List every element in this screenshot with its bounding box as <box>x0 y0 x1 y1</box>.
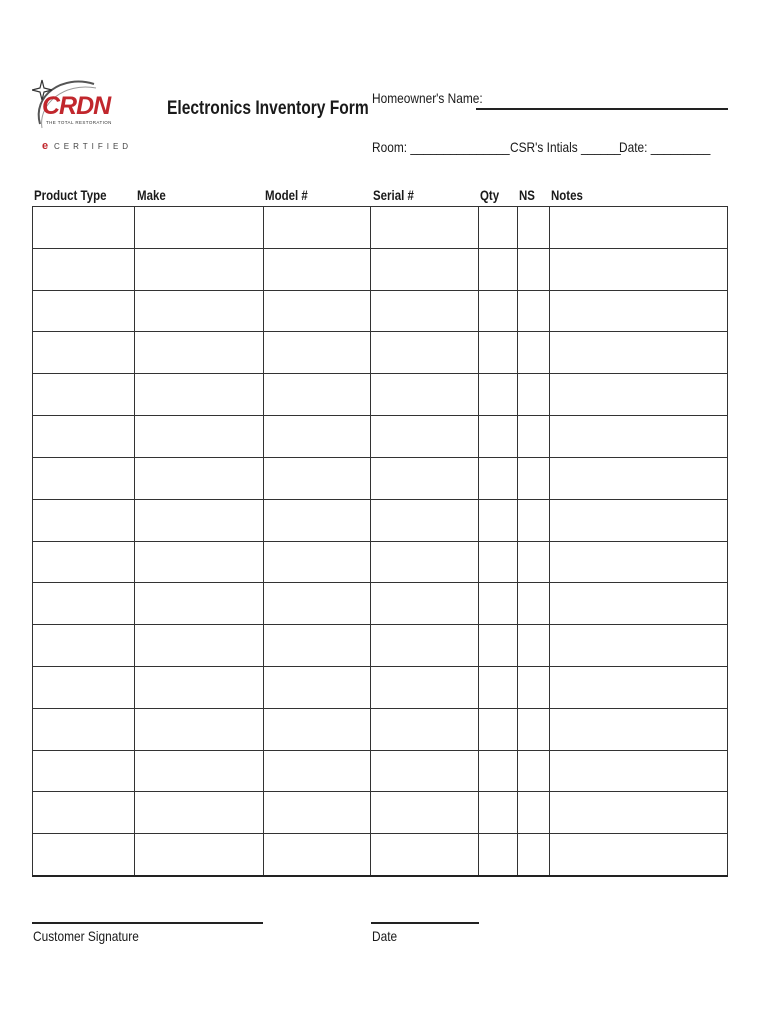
table-row-divider <box>32 750 728 751</box>
table-row-divider <box>32 373 728 374</box>
col-header-ns: NS <box>519 187 535 203</box>
csr-initials-field[interactable]: CSR's Intials ______ <box>510 139 621 155</box>
col-header-make: Make <box>137 187 166 203</box>
table-row-divider <box>32 791 728 792</box>
col-header-model: Model # <box>265 187 308 203</box>
table-row-divider <box>32 582 728 583</box>
customer-signature-label: Customer Signature <box>33 928 139 944</box>
logo-tagline: THE TOTAL RESTORATION <box>46 120 112 125</box>
customer-signature-line[interactable] <box>32 922 263 924</box>
table-row-divider <box>32 248 728 249</box>
crdn-logo <box>32 74 133 156</box>
table-row-divider <box>32 457 728 458</box>
col-header-notes: Notes <box>551 187 583 203</box>
form-title: Electronics Inventory Form <box>167 98 369 119</box>
signature-date-line[interactable] <box>371 922 479 924</box>
room-field[interactable]: Room: _______________ <box>372 139 510 155</box>
table-row-divider <box>32 708 728 709</box>
date-field[interactable]: Date: _________ <box>619 139 711 155</box>
table-row-divider <box>32 206 728 207</box>
table-row-divider <box>32 499 728 500</box>
table-row-divider <box>32 833 728 834</box>
logo-cert-text: CERTIFIED <box>54 142 133 151</box>
col-header-serial: Serial # <box>373 187 414 203</box>
col-header-product-type: Product Type <box>34 187 107 203</box>
col-header-qty: Qty <box>480 187 500 203</box>
signature-date-label: Date <box>372 928 398 944</box>
table-row-divider <box>32 875 728 877</box>
table-row-divider <box>32 415 728 416</box>
inventory-table[interactable] <box>32 206 728 875</box>
homeowner-name-label: Homeowner's Name: <box>372 90 483 106</box>
homeowner-name-field[interactable] <box>476 108 728 110</box>
logo-wordmark: CRDN <box>42 92 111 120</box>
table-row-divider <box>32 331 728 332</box>
logo-cert-prefix: e <box>42 140 49 152</box>
table-row-divider <box>32 666 728 667</box>
table-row-divider <box>32 541 728 542</box>
table-row-divider <box>32 290 728 291</box>
table-row-divider <box>32 624 728 625</box>
